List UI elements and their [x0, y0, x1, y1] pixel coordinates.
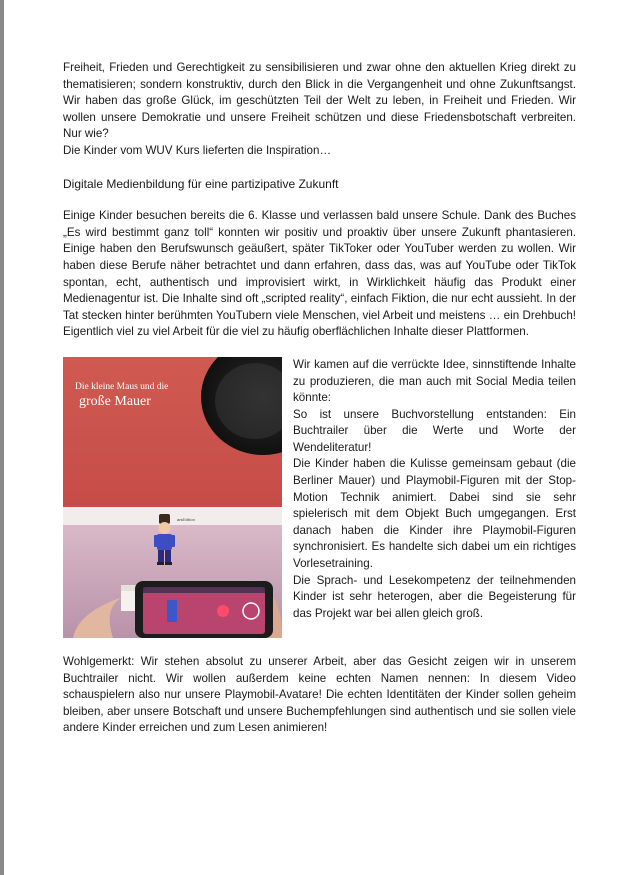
intro-paragraph: Freiheit, Frieden und Gerechtigkeit zu sensibilisieren und zwar ohne den aktuellen Krieg direkt zu thematisieren; sondern konstruktiv, durch den Blick in die Vergangenheit und ohne Zukunftsangst. Wir haben das große Glück, im geschützten Teil der Welt zu leben, in Freiheit und Frieden. Wir wollen unsere Demokratie und unsere Freiheit schützen und diese Friedensbotschaft verbreiten. Nur wie? [63, 61, 576, 141]
book-title-line1: Die kleine Maus und die [75, 381, 169, 392]
trailer-paragraph: So ist unsere Buchvorstellung entstanden: Ein Buchtrailer über die Werte und Worte der Wendeliteratur! [293, 407, 576, 454]
book-title-line2: große Mauer [79, 393, 151, 409]
book-trailer-photo [63, 357, 282, 638]
publisher-label: arsEdition [177, 516, 195, 522]
stop-motion-paragraph: Die Kinder haben die Kulisse gemeinsam gebaut (die Berliner Mauer) und Playmobil-Figuren mit der Stop-Motion Technik animiert. Dabei sind sie sehr spielerisch mit dem Objekt Buch umgegangen. Erst danach haben die Kinder ihre Playmobil-Figuren synchronisiert. Es handelte sich dabei um ein richtiges Vorlesetraining. [293, 457, 576, 571]
closing-paragraph: Wohlgemerkt: Wir stehen absolut zu unserer Arbeit, aber das Gesicht zeigen wir in unserem Buchtrailer nicht. Wir wollen außerdem keine echten Namen nennen: In diesem Video schauspielern also nur unsere Playmobil-Avatare! Die echten Identitäten der Kinder sollen geheim bleiben, aber unsere Botschaft und unsere Buchempfehlungen sind authentisch und sie sollen viele andere Kinder erreichen und zum Lesen animieren! [63, 654, 576, 735]
inspiration-line: Die Kinder vom WUV Kurs lieferten die Inspiration… [63, 143, 332, 157]
competence-paragraph: Die Sprach- und Lesekompetenz der teilnehmenden Kinder ist sehr heterogen, aber die Begeisterung für das Projekt war bei allen gleich groß. [293, 573, 576, 620]
media-paragraph: Einige Kinder besuchen bereits die 6. Klasse und verlassen bald unsere Schule. Dank des Buches „Es wird bestimmt ganz toll“ konnten wir positiv und proaktiv über unsere Zukunft phantasieren. Einige haben den Berufswunsch geäußert, später TikToker oder YouTuber werden zu wollen. Wir haben diese Berufe näher betrachtet und dann erfahren, dass das, was auf YouTube oder TikTok spontan, echt, authentisch und improvisiert wirkt, in Wirklichkeit häufig das Produkt einer Medienagentur ist. Die Inhalte sind oft „scripted reality“, einfach Fiktion, die nur echt aussieht. In der Tat stecken hinter berühmten YouTubern viele Menschen, viel Arbeit und meistens … ein Drehbuch! Eigentlich viel zu viel Arbeit für die viel zu häufig oberflächlichen Inhalte dieser Plattformen. [63, 209, 576, 339]
document-body [63, 60, 576, 737]
section-heading: Digitale Medienbildung für eine partizipative Zukunft [63, 176, 339, 191]
page-left-border [0, 0, 4, 875]
photo-text-block [63, 357, 576, 638]
idea-paragraph: Wir kamen auf die verrückte Idee, sinnstiftende Inhalte zu produzieren, die man auch mit Social Media teilen könnte: [293, 357, 576, 405]
